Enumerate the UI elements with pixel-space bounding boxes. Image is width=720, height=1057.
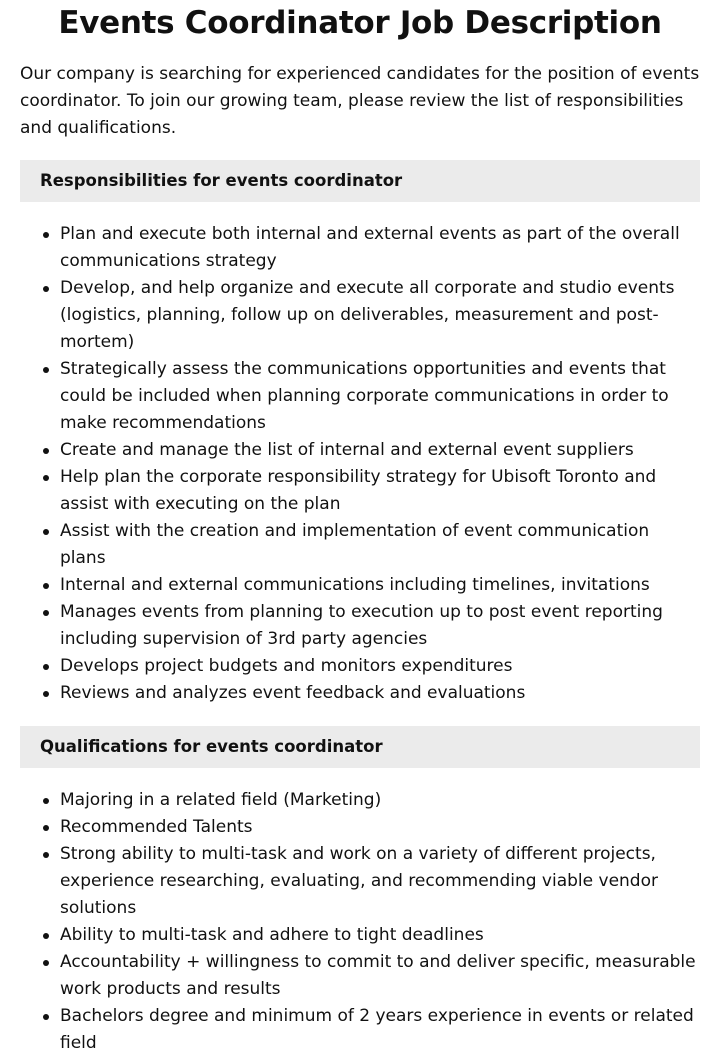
list-item: Strategically assess the communications opportunities and events that could be included when planning corporate communications in order to make recommendations bbox=[60, 356, 700, 437]
list-item: Assist with the creation and implementation of event communication plans bbox=[60, 518, 700, 572]
list-item: Develops project budgets and monitors expenditures bbox=[60, 653, 700, 680]
list-item: Recommended Talents bbox=[60, 814, 700, 841]
list-item: Plan and execute both internal and external events as part of the overall communications strategy bbox=[60, 221, 700, 275]
qualifications-list bbox=[20, 787, 700, 1057]
list-item: Ability to multi-task and adhere to tight deadlines bbox=[60, 922, 700, 949]
list-item: Reviews and analyzes event feedback and evaluations bbox=[60, 680, 700, 707]
intro-paragraph: Our company is searching for experienced candidates for the position of events coordinator. To join our growing team, please review the list of responsibilities and qualifications. bbox=[20, 64, 700, 138]
list-item: Accountability + willingness to commit to and deliver specific, measurable work products and results bbox=[60, 949, 700, 1003]
list-item: Majoring in a related field (Marketing) bbox=[60, 787, 700, 814]
list-item: Create and manage the list of internal and external event suppliers bbox=[60, 437, 700, 464]
responsibilities-list bbox=[20, 221, 700, 707]
list-item: Manages events from planning to execution up to post event reporting including supervision of 3rd party agencies bbox=[60, 599, 700, 653]
list-item: Help plan the corporate responsibility strategy for Ubisoft Toronto and assist with executing on the plan bbox=[60, 464, 700, 518]
responsibilities-heading: Responsibilities for events coordinator bbox=[20, 160, 700, 202]
list-item: Bachelors degree and minimum of 2 years experience in events or related field bbox=[60, 1003, 700, 1057]
list-item: Develop, and help organize and execute all corporate and studio events (logistics, planning, follow up on deliverables, measurement and post-mortem) bbox=[60, 275, 700, 356]
page-title: Events Coordinator Job Description bbox=[58, 5, 662, 41]
qualifications-heading: Qualifications for events coordinator bbox=[20, 726, 700, 768]
list-item: Strong ability to multi-task and work on a variety of different projects, experience researching, evaluating, and recommending viable vendor solutions bbox=[60, 841, 700, 922]
list-item: Internal and external communications including timelines, invitations bbox=[60, 572, 700, 599]
